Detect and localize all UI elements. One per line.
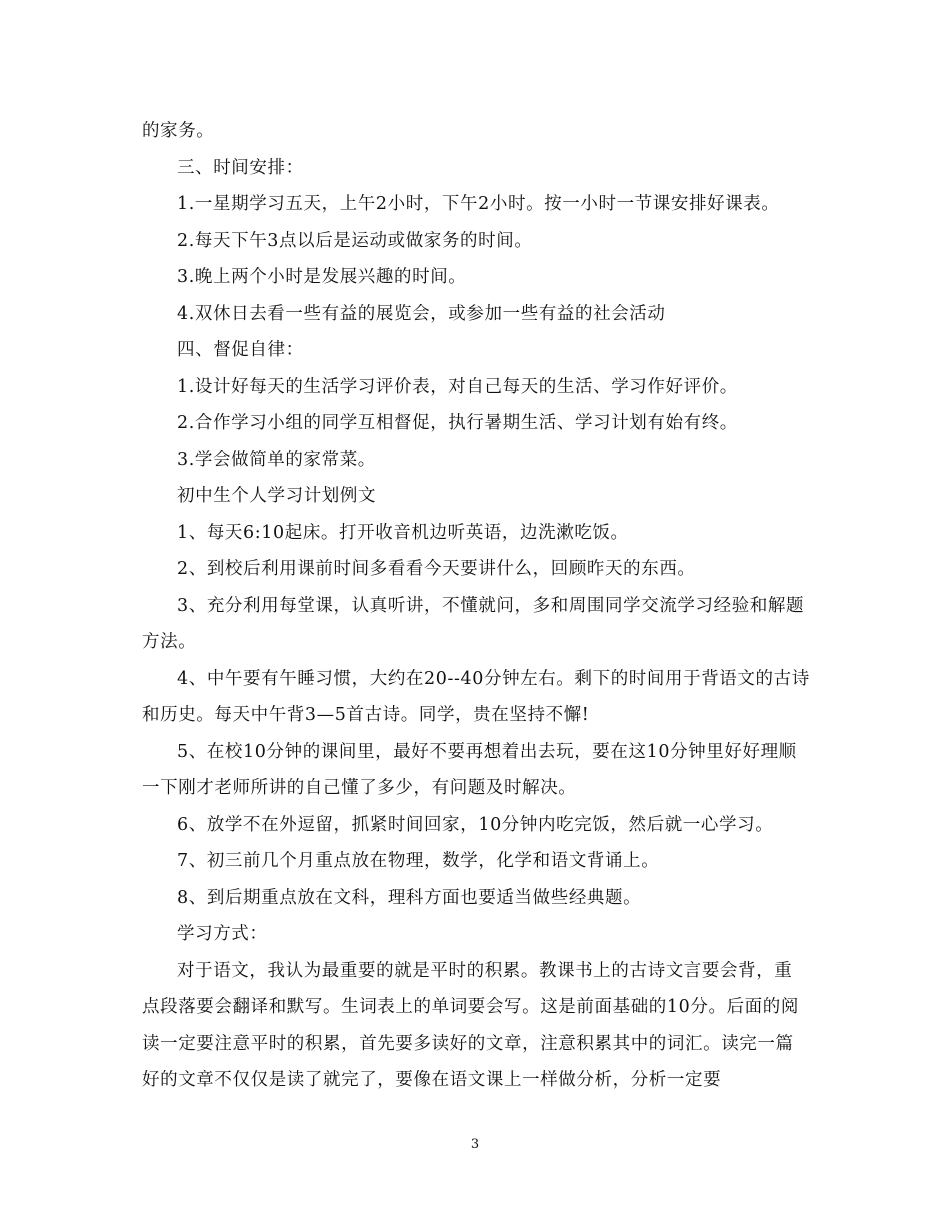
paragraph-14: 4、中午要有午睡习惯，大约在20--40分钟左右。剩下的时间用于背语文的古诗和历史。每天中午背3—5首古诗。同学，贵在坚持不懈! bbox=[142, 668, 810, 725]
section-heading-schedule: 三、时间安排： bbox=[177, 157, 304, 178]
paragraph-17: 7、初三前几个月重点放在物理，数学，化学和语文背诵上。 bbox=[177, 851, 660, 871]
paragraph-12: 2、到校后利用课前时间多看看今天要讲什么，回顾昨天的东西。 bbox=[177, 559, 696, 579]
paragraph-16: 6、放学不在外逗留，抓紧时间回家，10分钟内吃完饭，然后就一心学习。 bbox=[177, 814, 774, 835]
section-heading-self-discipline: 四、督促自律： bbox=[177, 340, 304, 360]
document-body bbox=[142, 113, 810, 1099]
paragraph-2: 1.一星期学习五天，上午2小时，下午2小时。按一小时一节课安排好课表。 bbox=[177, 194, 780, 214]
section-heading-study-methods: 学习方式： bbox=[177, 924, 268, 944]
paragraph-11: 1、每天6:10起床。打开收音机边听英语，边洗漱吃饭。 bbox=[177, 522, 629, 543]
paragraph-0: 的家务。 bbox=[142, 121, 215, 141]
paragraph-15: 5、在校10分钟的课间里，最好不要再想着出去玩，要在这10分钟里好好理顺一下刚才老师所讲的自己懂了多少，有问题及时解决。 bbox=[142, 741, 797, 798]
page-number: 3 bbox=[470, 1137, 480, 1152]
paragraph-4: 3.晚上两个小时是发展兴趣的时间。 bbox=[177, 267, 467, 287]
paragraph-8: 2.合作学习小组的同学互相督促，执行暑期生活、学习计划有始有终。 bbox=[177, 413, 738, 433]
paragraph-5: 4.双休日去看一些有益的展览会，或参加一些有益的社会活动 bbox=[177, 303, 666, 324]
paragraph-20: 对于语文，我认为最重要的就是平时的积累。教课书上的古诗文言要会背，重点段落要会翻译和默写。生词表上的单词要会写。这是前面基础的10分。后面的阅读一定要注意平时的积累，首先要多读好的文章，注意积累其中的词汇。读完一篇好的文章不仅仅是读了就完了，要像在语文课上一样做分析，分析一定要 bbox=[142, 960, 799, 1090]
paragraph-13: 3、充分利用每堂课，认真听讲，不懂就问，多和周围同学交流学习经验和解题方法。 bbox=[142, 595, 805, 652]
paragraph-3: 2.每天下午3点以后是运动或做家务的时间。 bbox=[177, 230, 533, 251]
paragraph-7: 1.设计好每天的生活学习评价表，对自己每天的生活、学习作好评价。 bbox=[177, 376, 738, 397]
paragraph-18: 8、到后期重点放在文科，理科方面也要适当做些经典题。 bbox=[177, 887, 642, 908]
paragraph-9: 3.学会做简单的家常菜。 bbox=[177, 449, 376, 470]
section-heading-example: 初中生个人学习计划例文 bbox=[177, 486, 377, 506]
